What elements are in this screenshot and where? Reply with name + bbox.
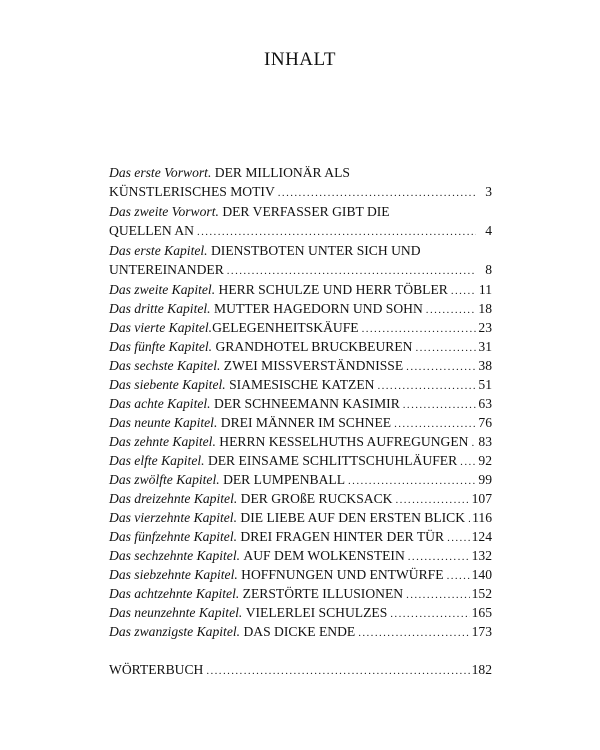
toc-entry	[109, 510, 492, 529]
toc-entry-title: DER GROßE RUCKSACK	[240, 491, 393, 506]
dot-leader	[390, 608, 469, 620]
toc-entry-label: Das achtzehnte Kapitel.	[109, 586, 240, 601]
toc-entry-title: DER LUMPENBALL	[223, 472, 346, 487]
toc-entry	[109, 282, 492, 301]
dot-leader	[426, 304, 476, 316]
toc-entry	[109, 320, 492, 339]
toc-entry-title: DER EINSAME SCHLITTSCHUHLÄUFER	[207, 453, 458, 468]
toc-entry-label: Das vierzehnte Kapitel.	[109, 510, 237, 525]
toc-entry-title: GELEGENHEITSKÄUFE	[212, 320, 359, 335]
dot-leader	[415, 342, 476, 354]
toc-entry-label: Das siebente Kapitel.	[109, 377, 226, 392]
toc-entry	[109, 453, 492, 472]
toc-entry-page: 63	[478, 396, 492, 411]
toc-entry-title: DREI MÄNNER IM SCHNEE	[220, 415, 392, 430]
toc-entry-label: Das erste Kapitel.	[109, 243, 208, 258]
toc-entry-page: 99	[478, 472, 492, 487]
toc-entry-title: GRANDHOTEL BRUCKBEUREN	[215, 339, 413, 354]
toc-entry	[109, 529, 492, 548]
toc-entry-page: 132	[471, 548, 492, 563]
dot-leader	[472, 437, 477, 449]
toc-entry-title: MUTTER HAGEDORN UND SOHN	[213, 301, 423, 316]
toc-entry-page: 3	[485, 184, 492, 199]
dot-leader	[406, 361, 476, 373]
dot-leader	[197, 226, 476, 238]
dot-leader	[377, 380, 476, 392]
toc-entry-label: Das zweite Kapitel.	[109, 282, 216, 297]
toc-entry	[109, 377, 492, 396]
toc-entry-title: ZERSTÖRTE ILLUSIONEN	[242, 586, 404, 601]
toc-entry-page: 23	[478, 320, 492, 335]
dot-leader	[406, 589, 470, 601]
toc-entry-page: 18	[478, 301, 492, 316]
toc-entry-title: AUF DEM WOLKENSTEIN	[243, 548, 405, 563]
toc-entry-page: 182	[471, 662, 492, 677]
toc-entry-title: DIENSTBOTEN UNTER SICH UND	[210, 243, 421, 258]
toc-entry-page: 31	[478, 339, 492, 354]
table-of-contents	[109, 165, 492, 681]
toc-entry-label: Das dreizehnte Kapitel.	[109, 491, 238, 506]
dot-leader	[394, 418, 476, 430]
toc-entry-label: Das sechzehnte Kapitel.	[109, 548, 241, 563]
toc-entry-label: Das fünfzehnte Kapitel.	[109, 529, 237, 544]
toc-entry	[109, 605, 492, 624]
toc-entry-title: SIAMESISCHE KATZEN	[229, 377, 375, 392]
toc-entry-label: Das fünfte Kapitel.	[109, 339, 213, 354]
dot-leader	[278, 187, 476, 199]
toc-entry-label: Das sechste Kapitel.	[109, 358, 221, 373]
toc-entry-title: HERRN KESSELHUTHS AUFREGUNGEN	[219, 434, 469, 449]
toc-entry-page: 11	[478, 282, 492, 297]
toc-entry-title: DER MILLIONÄR ALS	[214, 165, 350, 180]
toc-entry	[109, 301, 492, 320]
toc-entry	[109, 567, 492, 586]
toc-entry-title: DREI FRAGEN HINTER DER TÜR	[240, 529, 445, 544]
dot-leader	[408, 551, 470, 563]
toc-entry-page: 116	[472, 510, 492, 525]
dot-leader	[206, 665, 469, 677]
toc-entry-title-cont: QUELLEN AN	[109, 223, 194, 238]
toc-entry	[109, 586, 492, 605]
toc-entry-page: 92	[478, 453, 492, 468]
toc-entry	[109, 204, 492, 242]
toc-entry-label: Das zweite Vorwort.	[109, 204, 219, 219]
toc-entry	[109, 358, 492, 377]
toc-spacer	[109, 643, 492, 662]
toc-entry	[109, 491, 492, 510]
toc-entry-label: Das dritte Kapitel.	[109, 301, 211, 316]
toc-entry-page: 140	[471, 567, 492, 582]
toc-entry	[109, 434, 492, 453]
toc-entry	[109, 165, 492, 203]
dot-leader	[460, 456, 476, 468]
toc-entry-title: ZWEI MISSVERSTÄNDNISSE	[223, 358, 404, 373]
toc-entry-page: 83	[478, 434, 492, 449]
toc-entry-label: Das elfte Kapitel.	[109, 453, 205, 468]
toc-entry	[109, 339, 492, 358]
toc-entry-title: VIELERLEI SCHULZES	[245, 605, 388, 620]
toc-entry-page: 165	[471, 605, 492, 620]
toc-entry-label: Das achte Kapitel.	[109, 396, 211, 411]
dot-leader	[447, 532, 470, 544]
toc-entry-label: Das siebzehnte Kapitel.	[109, 567, 238, 582]
dot-leader	[362, 323, 476, 335]
dot-leader	[348, 475, 476, 487]
toc-entry-page: 38	[478, 358, 492, 373]
toc-entry-title: HOFFNUNGEN UND ENTWÜRFE	[241, 567, 444, 582]
toc-entry-page: 124	[471, 529, 492, 544]
toc-entry-label: Das neunzehnte Kapitel.	[109, 605, 243, 620]
toc-entry-title: DAS DICKE ENDE	[243, 624, 356, 639]
toc-entry-label: Das erste Vorwort.	[109, 165, 212, 180]
toc-entry	[109, 396, 492, 415]
toc-entry-label: Das vierte Kapitel.	[109, 320, 213, 335]
toc-entry-page: 4	[485, 223, 492, 238]
toc-entry-page: 8	[485, 262, 492, 277]
toc-entry-title: DIE LIEBE AUF DEN ERSTEN BLICK	[240, 510, 466, 525]
toc-entry	[109, 548, 492, 567]
toc-entry-label: Das zwölfte Kapitel.	[109, 472, 220, 487]
toc-entry-appendix	[109, 662, 492, 681]
toc-entry-label: Das zwanzigste Kapitel.	[109, 624, 241, 639]
toc-entry-page: 152	[471, 586, 492, 601]
toc-entry	[109, 415, 492, 434]
toc-entry-title: DER SCHNEEMANN KASIMIR	[213, 396, 400, 411]
toc-entry-label: Das neunte Kapitel.	[109, 415, 218, 430]
dot-leader	[395, 494, 469, 506]
toc-entry	[109, 472, 492, 491]
dot-leader	[358, 627, 469, 639]
toc-entry-title: WÖRTERBUCH	[109, 662, 204, 677]
dot-leader	[403, 399, 476, 411]
toc-entry	[109, 243, 492, 281]
toc-entry-page: 51	[478, 377, 492, 392]
toc-entry-page: 76	[478, 415, 492, 430]
page-title: INHALT	[264, 49, 336, 70]
toc-entry-title: HERR SCHULZE UND HERR TÖBLER	[218, 282, 448, 297]
toc-entry-title-cont: UNTEREINANDER	[109, 262, 224, 277]
toc-entry	[109, 624, 492, 643]
toc-entry-title-cont: KÜNSTLERISCHES MOTIV	[109, 184, 275, 199]
dot-leader	[447, 570, 470, 582]
dot-leader	[227, 265, 476, 277]
dot-leader	[451, 285, 476, 297]
toc-entry-page: 173	[471, 624, 492, 639]
toc-entry-title: DER VERFASSER GIBT DIE	[222, 204, 390, 219]
dot-leader	[468, 513, 470, 525]
toc-entry-page: 107	[471, 491, 492, 506]
toc-entry-label: Das zehnte Kapitel.	[109, 434, 216, 449]
